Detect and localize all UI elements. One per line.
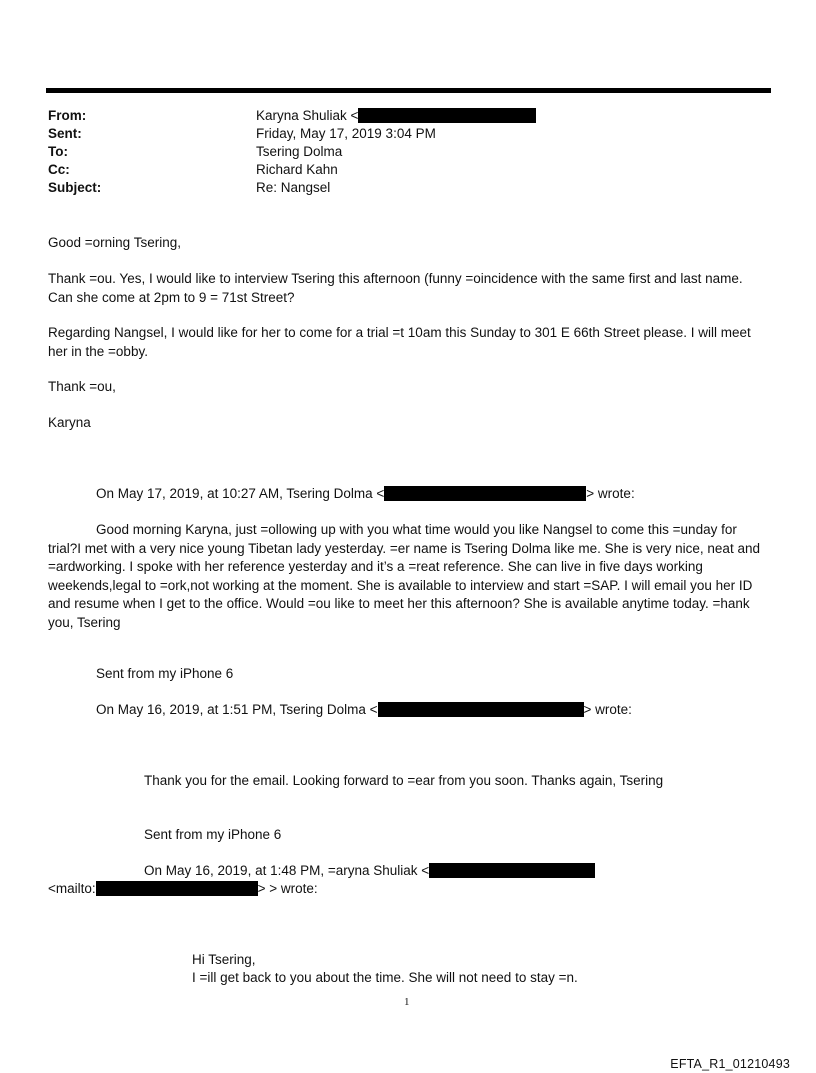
subject-label: Subject: <box>48 180 102 195</box>
quote1-sent-from: Sent from my iPhone 6 <box>96 666 234 681</box>
cc-value: Richard Kahn <box>256 162 338 177</box>
from-label: From: <box>48 108 87 123</box>
sent-label: Sent: <box>48 126 82 141</box>
quote2-intro-before: On May 16, 2019, at 1:51 PM, Tsering Dolma < <box>96 702 378 717</box>
greeting: Good =orning Tsering, <box>48 235 181 250</box>
sent-value: Friday, May 17, 2019 3:04 PM <box>256 126 436 141</box>
redaction-box <box>378 702 584 717</box>
quote2-message: Thank you for the email. Looking forward to =ear from you soon. Thanks again, Tsering <box>144 773 664 788</box>
closing: Thank =ou, <box>48 379 116 394</box>
quote2-sent-from: Sent from my iPhone 6 <box>144 827 282 842</box>
quote3-intro-before: On May 16, 2019, at 1:48 PM, =aryna Shuliak < <box>144 863 430 878</box>
redaction-box <box>429 863 595 878</box>
signature: Karyna <box>48 415 91 430</box>
redaction-box <box>96 881 258 896</box>
from-value <box>256 107 536 125</box>
to-value: Tsering Dolma <box>256 144 343 159</box>
quote3-intro <box>144 862 595 881</box>
from-text: Karyna Shuliak < <box>256 108 359 123</box>
quote3-line-1: Hi Tsering, <box>192 952 256 967</box>
quote3-mailto <box>48 880 318 899</box>
body-paragraph-1: Thank =ou. Yes, I would like to interview Tsering this afternoon (funny =oincidence with the same first and last name. Can she come at 2pm to 9 = 71st Street? <box>48 271 743 305</box>
quote1-intro <box>96 485 635 504</box>
body-paragraph-2: Regarding Nangsel, I would like for her to come for a trial =t 10am this Sunday to 301 E 66th Street please. I will meet her in the =obby. <box>48 325 751 359</box>
page-number: 1 <box>404 996 410 1008</box>
to-label: To: <box>48 144 68 159</box>
redaction-box <box>384 486 586 501</box>
subject-value: Re: Nangsel <box>256 180 331 195</box>
quote3-mailto-before: <mailto: <box>48 881 96 896</box>
email-header <box>48 107 748 199</box>
quote1-intro-before: On May 17, 2019, at 10:27 AM, Tsering Dolma < <box>96 486 385 501</box>
cc-label: Cc: <box>48 162 70 177</box>
bates-number: EFTA_R1_01210493 <box>670 1057 790 1071</box>
quote2-intro <box>96 701 632 720</box>
quote2-intro-after: > wrote: <box>583 702 632 717</box>
quote1-message: Good morning Karyna, just =ollowing up with you what time would you like Nangsel to come this =unday for trial?I met with a very nice young Tibetan lady yesterday. =er name is Tsering Dolma like me. She is very nice, neat and =ardworking. I spoke with her reference yesterday and it’s a =reat reference. She can live in five days working weekends,legal to =ork,not working at the moment. She is available to interview and start =SAP. I will email you her ID and resume when I get to the office. Would =ou like to meet her this afternoon? She is available anytime today. =hank you, Tsering <box>48 522 760 630</box>
quote1-intro-after: > wrote: <box>586 486 635 501</box>
quote3-mailto-after: > > wrote: <box>257 881 318 896</box>
quote3-line-2: I =ill get back to you about the time. She will not need to stay =n. <box>192 970 578 985</box>
header-divider <box>46 88 771 93</box>
redaction-box <box>358 108 536 123</box>
